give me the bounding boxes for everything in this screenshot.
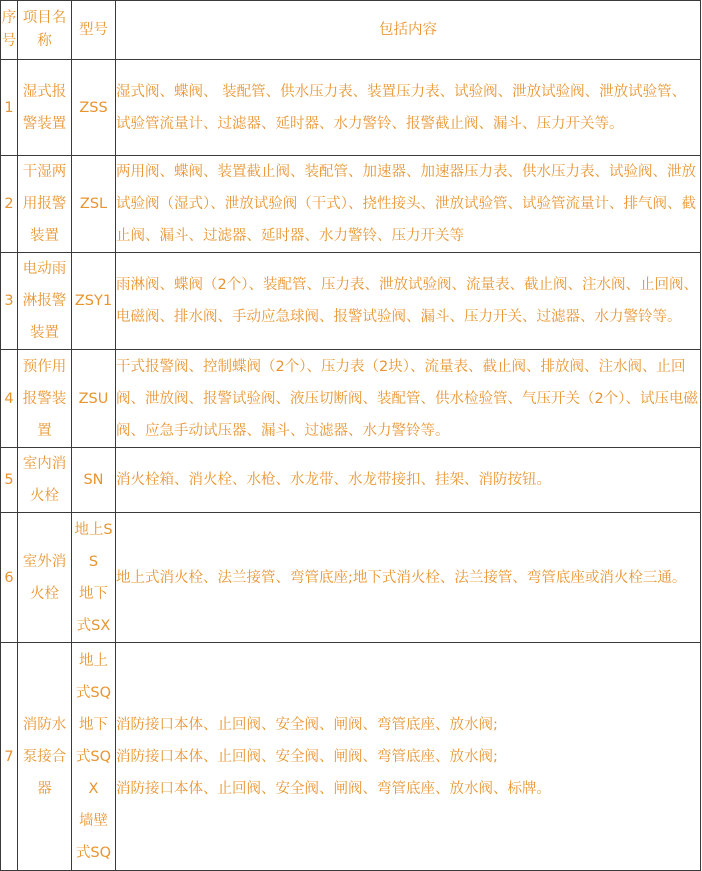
row-content <box>116 643 701 871</box>
content-line: 地上式消火栓、法兰接管、弯管底座;地下式消火栓、法兰接管、弯管底座或消火栓三通。 <box>116 569 687 586</box>
row-name: 湿式报警装置 <box>18 60 72 156</box>
row-no: 6 <box>1 513 18 643</box>
row-model <box>72 253 116 350</box>
row-model <box>72 350 116 448</box>
table-row <box>1 156 701 253</box>
row-content <box>116 448 701 513</box>
row-no: 1 <box>1 60 18 156</box>
row-name: 消防水泵接合器 <box>18 643 72 871</box>
model-line: ZSL <box>79 196 108 212</box>
table-row <box>1 643 701 871</box>
row-content <box>116 513 701 643</box>
table-row <box>1 448 701 513</box>
table-row <box>1 60 701 156</box>
row-model <box>72 60 116 156</box>
header-model: 型号 <box>72 1 116 60</box>
row-no: 4 <box>1 350 18 448</box>
content-line: 雨淋阀、蝶阀（2个）、装配管、压力表、泄放试验阀、流量表、截止阀、注水阀、止回阀、电磁阀、排水阀、手动应急球阀、报警试验阀、漏斗、压力开关、过滤器、水力警铃等。 <box>116 277 698 325</box>
table-row <box>1 513 701 643</box>
model-line: 地下式SX <box>76 585 111 634</box>
content-line: 消防接口本体、止回阀、安全阀、闸阀、弯管底座、放水阀; <box>116 748 498 765</box>
header-no: 序号 <box>1 1 18 60</box>
row-content <box>116 156 701 253</box>
content-line: 两用阀、蝶阀、装置截止阀、装配管、加速器、加速器压力表、供水压力表、试验阀、泄放试验阀（湿式）、泄放试验阀（干式）、挠性接头、泄放试验管、试验管流量计、排气阀、截止阀、漏斗、过滤器、延时器、水力警铃、压力开关等 <box>116 164 696 244</box>
header-name: 项目名称 <box>18 1 72 60</box>
row-no: 7 <box>1 643 18 871</box>
header-content: 包括内容 <box>116 1 701 60</box>
table-row <box>1 350 701 448</box>
model-line: SN <box>83 472 104 488</box>
row-content <box>116 350 701 448</box>
row-no: 3 <box>1 253 18 350</box>
row-no: 5 <box>1 448 18 513</box>
row-model <box>72 643 116 871</box>
model-line: 墙壁式SQ <box>75 812 112 861</box>
model-line: ZSY1 <box>74 293 113 309</box>
content-line: 消火栓箱、消火栓、水枪、水龙带、水龙带接扣、挂架、消防按钮。 <box>116 472 551 488</box>
row-name: 室外消火栓 <box>18 513 72 643</box>
row-name: 预作用报警装置 <box>18 350 72 448</box>
content-line: 湿式阀、蝶阀、 装配管、供水压力表、装置压力表、试验阀、泄放试验阀、泄放试验管、试验管流量计、过滤器、延时器、水力警铃、报警截止阀、漏斗、压力开关等。 <box>116 83 687 132</box>
model-line: 地上式SQ <box>75 652 112 701</box>
table-row <box>1 253 701 350</box>
content-line: 干式报警阀、控制蝶阀（2个）、压力表（2块）、流量表、截止阀、排放阀、注水阀、止回阀、泄放阀、报警试验阀、液压切断阀、装配管、供水检验管、气压开关（2个）、试压电磁阀、应急手动试压器、漏斗、过滤器、水力警铃等。 <box>116 358 698 439</box>
table-header-row <box>1 1 701 60</box>
content-line: 消防接口本体、止回阀、安全阀、闸阀、弯管底座、放水阀; <box>116 716 498 733</box>
model-line: ZSS <box>79 99 108 116</box>
row-name: 室内消火栓 <box>18 448 72 513</box>
row-name: 干湿两用报警装置 <box>18 156 72 253</box>
row-model <box>72 156 116 253</box>
model-line: 地上SS <box>74 521 113 570</box>
model-line: ZSU <box>78 390 109 407</box>
row-model <box>72 448 116 513</box>
model-line: 地下式SQX <box>75 716 112 797</box>
row-name: 电动雨淋报警装置 <box>18 253 72 350</box>
row-no: 2 <box>1 156 18 253</box>
row-content <box>116 253 701 350</box>
row-model <box>72 513 116 643</box>
content-line: 消防接口本体、止回阀、安全阀、闸阀、弯管底座、放水阀、标牌。 <box>116 780 551 797</box>
row-content <box>116 60 701 156</box>
